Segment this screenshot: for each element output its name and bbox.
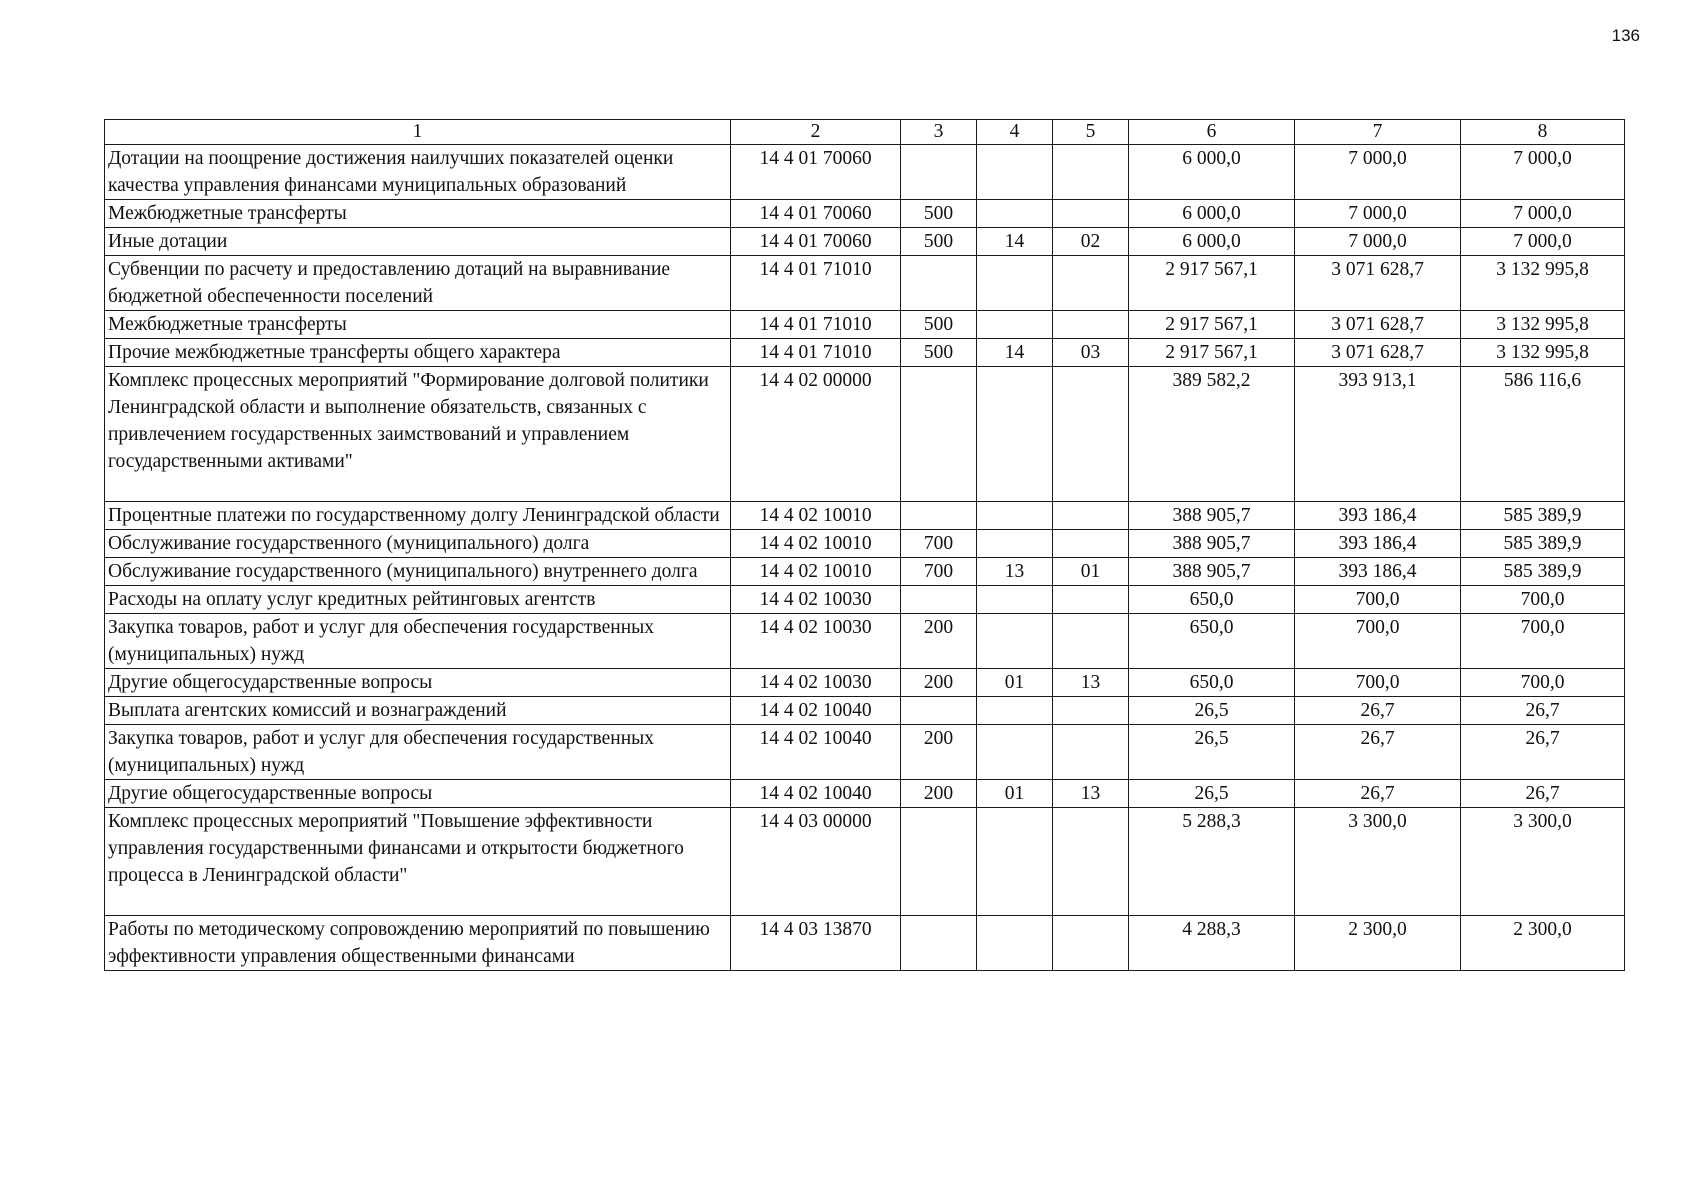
row-pr [1053,614,1129,669]
row-year-1: 26,5 [1129,697,1295,725]
row-code: 14 4 02 10040 [731,697,901,725]
table-row [105,558,1625,586]
row-code: 14 4 01 70060 [731,145,901,200]
header-row [105,120,1625,145]
row-code: 14 4 02 10030 [731,614,901,669]
row-code: 14 4 03 00000 [731,808,901,916]
row-code: 14 4 02 00000 [731,367,901,502]
row-pr [1053,256,1129,311]
row-vr: 500 [901,228,977,256]
row-vr: 200 [901,669,977,697]
row-name: Расходы на оплату услуг кредитных рейтинговых агентств [105,586,731,614]
row-year-2: 393 913,1 [1295,367,1461,502]
row-rz [977,808,1053,916]
row-year-2: 3 300,0 [1295,808,1461,916]
row-rz: 14 [977,228,1053,256]
table-row [105,256,1625,311]
row-year-3: 585 389,9 [1461,530,1625,558]
row-code: 14 4 02 10010 [731,502,901,530]
row-pr [1053,530,1129,558]
header-col-5: 5 [1053,120,1129,145]
row-year-2: 3 071 628,7 [1295,256,1461,311]
row-year-3: 26,7 [1461,725,1625,780]
row-year-3: 2 300,0 [1461,916,1625,971]
row-code: 14 4 02 10010 [731,530,901,558]
table-row [105,502,1625,530]
row-year-3: 586 116,6 [1461,367,1625,502]
row-code: 14 4 02 10010 [731,558,901,586]
row-year-2: 26,7 [1295,780,1461,808]
row-year-2: 7 000,0 [1295,145,1461,200]
row-code: 14 4 01 70060 [731,200,901,228]
row-pr [1053,200,1129,228]
row-year-2: 7 000,0 [1295,200,1461,228]
row-pr: 13 [1053,669,1129,697]
row-pr [1053,725,1129,780]
row-code: 14 4 01 71010 [731,339,901,367]
row-year-3: 3 300,0 [1461,808,1625,916]
row-vr: 500 [901,200,977,228]
row-name: Комплекс процессных мероприятий "Повышение эффективности управления государственными финансами и открытости бюджетного процесса в Ленинградской области" [105,808,731,916]
row-pr: 01 [1053,558,1129,586]
row-year-1: 389 582,2 [1129,367,1295,502]
row-rz [977,725,1053,780]
row-name: Межбюджетные трансферты [105,311,731,339]
row-year-2: 700,0 [1295,614,1461,669]
page-number: 136 [1611,26,1640,45]
row-vr: 200 [901,780,977,808]
row-name: Комплекс процессных мероприятий "Формирование долговой политики Ленинградской области и выполнение обязательств, связанных с привлечением государственных заимствований и управлением государственными активами" [105,367,731,502]
row-year-2: 26,7 [1295,725,1461,780]
row-rz: 01 [977,669,1053,697]
table-body [105,145,1625,971]
row-year-3: 3 132 995,8 [1461,339,1625,367]
row-vr: 200 [901,725,977,780]
row-rz [977,530,1053,558]
row-year-3: 3 132 995,8 [1461,311,1625,339]
row-rz [977,502,1053,530]
row-year-2: 393 186,4 [1295,558,1461,586]
table-row [105,586,1625,614]
row-year-1: 388 905,7 [1129,530,1295,558]
header-col-7: 7 [1295,120,1461,145]
row-year-1: 650,0 [1129,614,1295,669]
row-year-2: 3 071 628,7 [1295,311,1461,339]
row-code: 14 4 02 10040 [731,725,901,780]
row-rz: 14 [977,339,1053,367]
table-row [105,367,1625,502]
table-row [105,697,1625,725]
row-name: Обслуживание государственного (муниципального) долга [105,530,731,558]
row-year-2: 393 186,4 [1295,530,1461,558]
row-vr: 700 [901,530,977,558]
row-year-3: 585 389,9 [1461,558,1625,586]
row-name: Прочие межбюджетные трансферты общего характера [105,339,731,367]
table-row [105,725,1625,780]
row-year-2: 2 300,0 [1295,916,1461,971]
row-year-1: 2 917 567,1 [1129,311,1295,339]
header-col-6: 6 [1129,120,1295,145]
row-year-1: 388 905,7 [1129,558,1295,586]
row-year-2: 393 186,4 [1295,502,1461,530]
row-rz [977,200,1053,228]
row-year-3: 3 132 995,8 [1461,256,1625,311]
row-code: 14 4 01 71010 [731,256,901,311]
header-col-3: 3 [901,120,977,145]
row-pr [1053,311,1129,339]
row-code: 14 4 02 10030 [731,586,901,614]
row-code: 14 4 01 70060 [731,228,901,256]
table-row [105,614,1625,669]
row-year-2: 700,0 [1295,669,1461,697]
table-row [105,145,1625,200]
row-year-2: 7 000,0 [1295,228,1461,256]
row-year-2: 3 071 628,7 [1295,339,1461,367]
row-year-3: 585 389,9 [1461,502,1625,530]
row-year-2: 26,7 [1295,697,1461,725]
row-year-3: 7 000,0 [1461,145,1625,200]
row-name: Другие общегосударственные вопросы [105,780,731,808]
row-year-1: 388 905,7 [1129,502,1295,530]
row-rz: 13 [977,558,1053,586]
row-vr [901,502,977,530]
table-row [105,339,1625,367]
row-year-3: 26,7 [1461,780,1625,808]
table-row [105,311,1625,339]
table-row [105,808,1625,916]
row-year-1: 6 000,0 [1129,200,1295,228]
row-pr [1053,586,1129,614]
header-col-8: 8 [1461,120,1625,145]
row-year-1: 650,0 [1129,586,1295,614]
row-year-1: 2 917 567,1 [1129,256,1295,311]
row-vr: 200 [901,614,977,669]
row-year-3: 700,0 [1461,669,1625,697]
row-year-1: 26,5 [1129,725,1295,780]
row-vr [901,808,977,916]
table-row [105,200,1625,228]
row-name: Закупка товаров, работ и услуг для обеспечения государственных (муниципальных) нужд [105,725,731,780]
row-pr: 13 [1053,780,1129,808]
row-pr: 03 [1053,339,1129,367]
row-name: Субвенции по расчету и предоставлению дотаций на выравнивание бюджетной обеспеченности поселений [105,256,731,311]
row-rz [977,916,1053,971]
row-vr [901,256,977,311]
row-year-3: 700,0 [1461,614,1625,669]
row-vr: 500 [901,311,977,339]
row-year-3: 7 000,0 [1461,200,1625,228]
row-rz [977,586,1053,614]
row-rz [977,311,1053,339]
row-code: 14 4 01 71010 [731,311,901,339]
row-vr [901,586,977,614]
row-pr [1053,808,1129,916]
row-rz [977,367,1053,502]
row-name: Иные дотации [105,228,731,256]
row-name: Процентные платежи по государственному долгу Ленинградской области [105,502,731,530]
row-pr [1053,697,1129,725]
row-pr: 02 [1053,228,1129,256]
row-vr [901,916,977,971]
header-col-2: 2 [731,120,901,145]
row-year-3: 26,7 [1461,697,1625,725]
row-year-3: 700,0 [1461,586,1625,614]
row-year-1: 650,0 [1129,669,1295,697]
row-vr [901,145,977,200]
table-row [105,228,1625,256]
row-name: Дотации на поощрение достижения наилучших показателей оценки качества управления финансами муниципальных образований [105,145,731,200]
row-code: 14 4 02 10030 [731,669,901,697]
row-rz [977,697,1053,725]
budget-table [104,119,1625,971]
row-vr: 500 [901,339,977,367]
row-pr [1053,502,1129,530]
row-year-2: 700,0 [1295,586,1461,614]
row-pr [1053,916,1129,971]
row-year-1: 6 000,0 [1129,228,1295,256]
row-vr [901,367,977,502]
table-row [105,916,1625,971]
row-pr [1053,367,1129,502]
header-col-1: 1 [105,120,731,145]
row-year-1: 2 917 567,1 [1129,339,1295,367]
row-code: 14 4 02 10040 [731,780,901,808]
table-row [105,780,1625,808]
row-rz: 01 [977,780,1053,808]
row-name: Работы по методическому сопровождению мероприятий по повышению эффективности управления общественными финансами [105,916,731,971]
row-year-1: 4 288,3 [1129,916,1295,971]
row-year-1: 26,5 [1129,780,1295,808]
row-rz [977,145,1053,200]
row-vr: 700 [901,558,977,586]
row-rz [977,256,1053,311]
row-code: 14 4 03 13870 [731,916,901,971]
row-vr [901,697,977,725]
row-name: Выплата агентских комиссий и вознаграждений [105,697,731,725]
row-year-1: 6 000,0 [1129,145,1295,200]
row-rz [977,614,1053,669]
row-name: Межбюджетные трансферты [105,200,731,228]
row-year-1: 5 288,3 [1129,808,1295,916]
row-name: Закупка товаров, работ и услуг для обеспечения государственных (муниципальных) нужд [105,614,731,669]
row-name: Другие общегосударственные вопросы [105,669,731,697]
header-col-4: 4 [977,120,1053,145]
row-year-3: 7 000,0 [1461,228,1625,256]
table-row [105,669,1625,697]
row-name: Обслуживание государственного (муниципального) внутреннего долга [105,558,731,586]
row-pr [1053,145,1129,200]
table-row [105,530,1625,558]
